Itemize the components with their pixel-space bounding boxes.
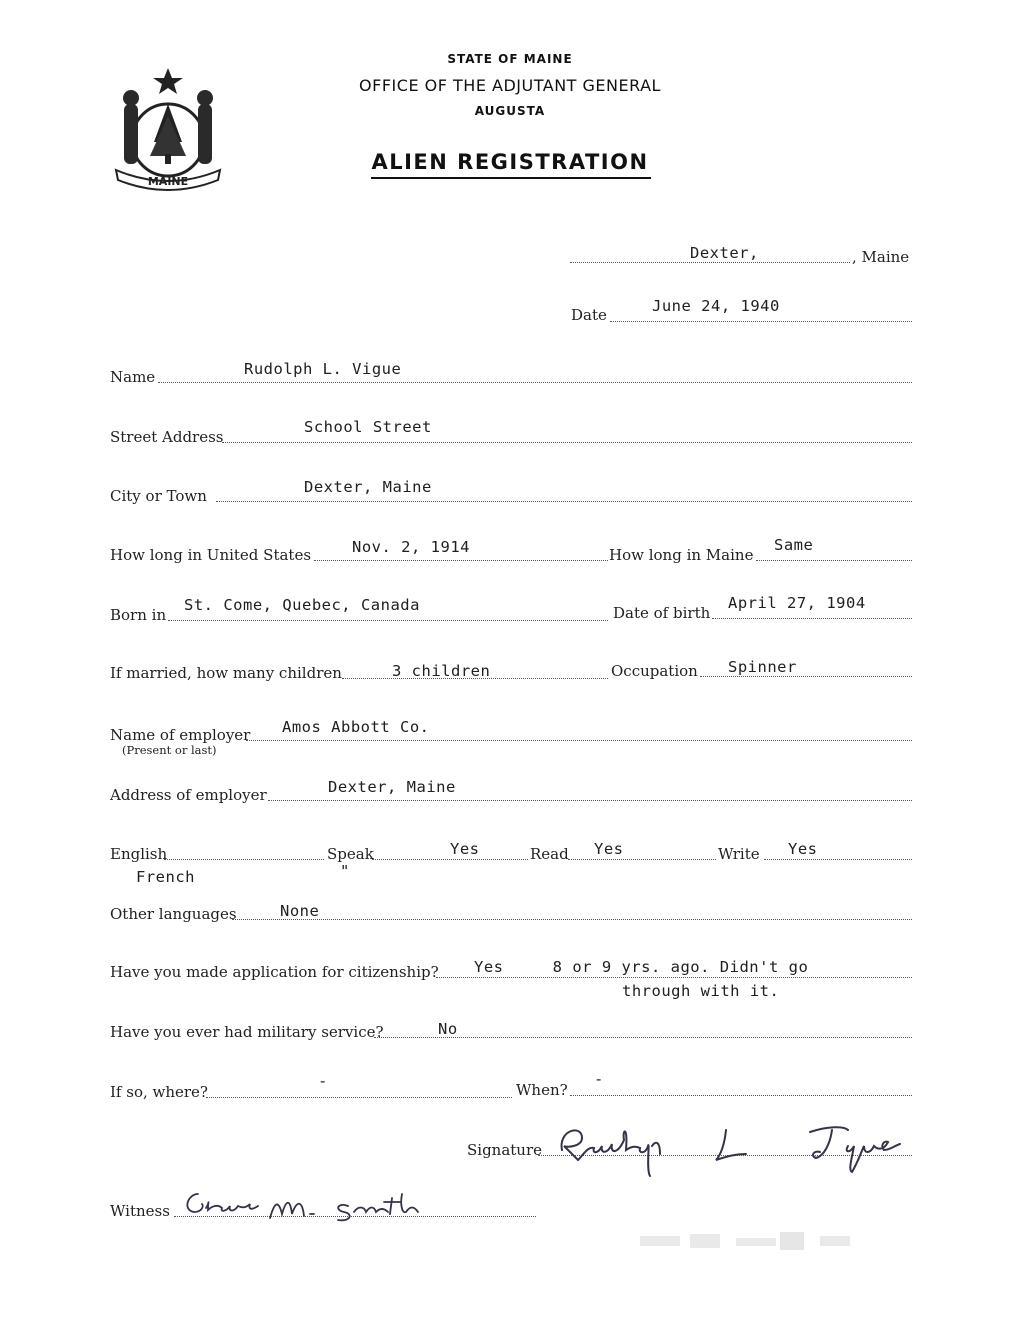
ditto-mark: "	[340, 862, 350, 880]
city-label: City or Town	[110, 487, 207, 505]
other-languages-value: None	[280, 902, 320, 920]
faint-stamp-mark	[640, 1228, 860, 1256]
citizenship-line	[436, 977, 912, 978]
header-state: STATE OF MAINE	[447, 52, 573, 66]
occupation-value: Spinner	[728, 658, 797, 676]
where-label: If so, where?	[110, 1083, 208, 1101]
read-line	[568, 859, 716, 860]
military-value: No	[438, 1020, 458, 1038]
where-value: -	[318, 1072, 328, 1090]
born-in-value: St. Come, Quebec, Canada	[184, 596, 420, 614]
when-line	[570, 1095, 912, 1096]
street-value: School Street	[304, 418, 432, 436]
in-us-value: Nov. 2, 1914	[352, 538, 470, 556]
speak-value: Yes	[450, 840, 480, 858]
witness-handwriting	[178, 1184, 438, 1228]
signature-label: Signature	[467, 1141, 543, 1159]
in-maine-line	[756, 560, 912, 561]
city-line	[216, 501, 912, 502]
maine-state-seal-icon	[108, 64, 228, 194]
street-label: Street Address	[110, 428, 224, 446]
extra-language-value: French	[136, 868, 195, 886]
employer-line	[246, 740, 912, 741]
write-value: Yes	[788, 840, 818, 858]
name-line	[158, 382, 912, 383]
employer-sublabel: (Present or last)	[122, 743, 217, 757]
other-languages-line	[232, 919, 912, 920]
where-line	[206, 1097, 512, 1098]
occupation-label: Occupation	[611, 662, 698, 680]
signature-handwriting	[548, 1110, 908, 1180]
title-underline	[371, 177, 651, 179]
form-title: ALIEN REGISTRATION	[371, 150, 649, 174]
dob-line	[712, 618, 912, 619]
name-value: Rudolph L. Vigue	[244, 360, 402, 378]
date-line	[610, 321, 912, 322]
other-languages-label: Other languages	[110, 905, 237, 923]
children-label: If married, how many children	[110, 664, 342, 682]
street-line	[222, 442, 912, 443]
employer-address-label: Address of employer	[110, 786, 267, 804]
write-label: Write	[718, 845, 760, 863]
occupation-line	[700, 676, 912, 677]
employer-address-line	[268, 800, 912, 801]
header-city: AUGUSTA	[474, 104, 546, 118]
location-state-label: , Maine	[852, 248, 910, 266]
born-in-label: Born in	[110, 606, 167, 624]
in-us-line	[314, 560, 608, 561]
dob-value: April 27, 1904	[728, 594, 866, 612]
date-value: June 24, 1940	[652, 297, 780, 315]
citizenship-value-line1: Yes 8 or 9 yrs. ago. Didn't go	[474, 958, 809, 976]
name-label: Name	[110, 368, 156, 386]
speak-label: Speak	[327, 845, 374, 863]
in-us-label: How long in United States	[110, 546, 312, 564]
employer-value: Amos Abbott Co.	[282, 718, 430, 736]
english-label: English	[110, 845, 168, 863]
citizenship-label: Have you made application for citizenship?	[110, 963, 439, 981]
witness-label: Witness	[110, 1202, 170, 1220]
location-town-value: Dexter,	[690, 244, 759, 262]
when-value: -	[594, 1070, 604, 1088]
write-line	[764, 859, 912, 860]
location-line	[570, 262, 850, 263]
read-value: Yes	[594, 840, 624, 858]
military-label: Have you ever had military service?	[110, 1023, 384, 1041]
in-maine-label: How long in Maine	[609, 546, 754, 564]
employer-address-value: Dexter, Maine	[328, 778, 456, 796]
english-line	[164, 859, 324, 860]
children-value: 3 children	[392, 662, 491, 680]
born-in-line	[168, 620, 608, 621]
speak-line	[372, 859, 528, 860]
date-label: Date	[571, 306, 607, 324]
city-value: Dexter, Maine	[304, 478, 432, 496]
read-label: Read	[530, 845, 569, 863]
when-label: When?	[516, 1081, 568, 1099]
citizenship-value-line2: through with it.	[622, 982, 780, 1000]
in-maine-value: Same	[774, 536, 814, 554]
svg-text:MAINE: MAINE	[147, 175, 189, 188]
employer-label: Name of employer	[110, 726, 251, 744]
dob-label: Date of birth	[613, 604, 711, 622]
header-office: OFFICE OF THE ADJUTANT GENERAL	[359, 76, 661, 95]
